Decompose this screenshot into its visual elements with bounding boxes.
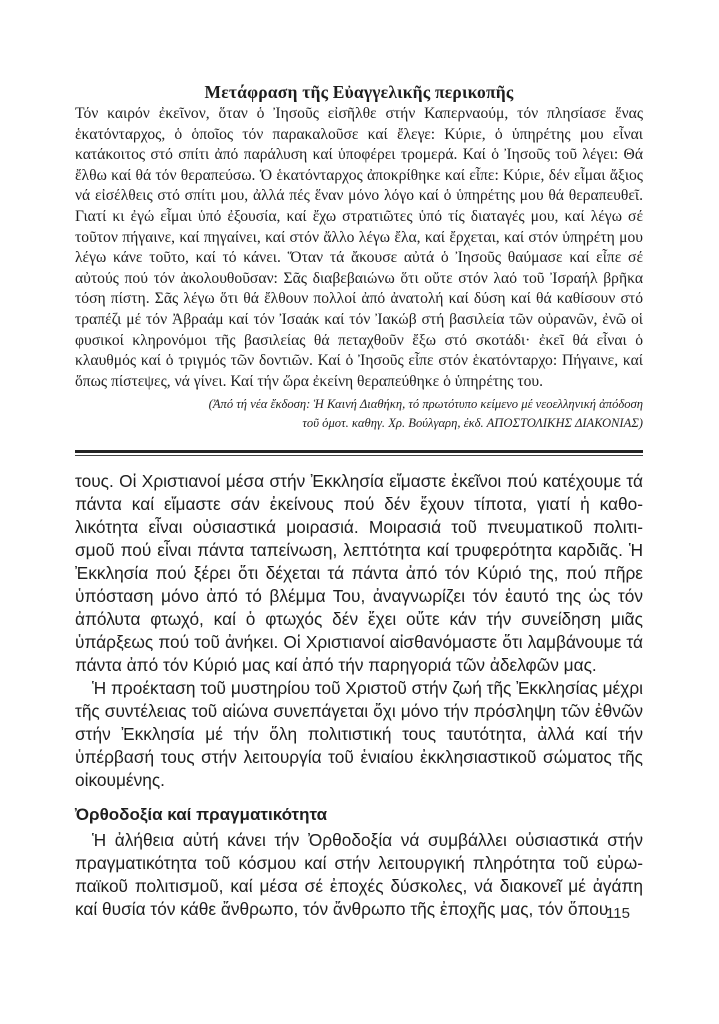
paragraph-extension-of-mystery: Ἡ προέκταση τοῦ μυστηρίου τοῦ Χριστοῦ στήν ζωή τῆς Ἐκκλησίας μέχρι τῆς συντέλειας τοῦ αἰώνα συνεπάγεται ὄχι μόνο τήν πρόσληψη τῶν ἐθνῶν στήν Ἐκκλησία μέ τήν ὅλη πολιτιστική τους ταυτότητα, ἀλλά καί τήν ὑπέρβασή τους στήν λειτουργία τοῦ ἑνιαίου ἐκκλησιαστικοῦ σώματος τῆς οἰκουμένης. [75, 678, 643, 790]
paragraph-orthodoxy: Ἡ ἀλήθεια αὐτή κάνει τήν Ὀρθοδοξία νά συμβάλλει οὐσιαστικά στήν πραγματικότητα τοῦ κόσμου καί στήν λειτουργική πληρότητα τοῦ εὐρω-παϊκοῦ πολιτισμοῦ, καί μέσα σέ ἐποχές δύσκολες, νά διακονεῖ μέ ἀγάπη καί θυσία τόν κάθε ἄνθρωπο, τόν ἄνθρωπο τῆς ἐποχῆς μας, τόν ὅπου [75, 830, 643, 919]
paragraph-continuation: τους. Οἱ Χριστιανοί μέσα στήν Ἐκκλησία εἴμαστε ἐκεῖνοι πού κατέχουμε τά πάντα καί εἴμαστε σάν ἐκείνους πού δέν ἔχουν τίποτα, γιατί ἡ καθο-λικότητα εἶναι οὐσιαστικά μοιρασιά. Μοιρασιά τοῦ πνευματικοῦ πολιτι-σμοῦ πού εἶναι πάντα ταπείνωση, λεπτότητα καί τρυφερότητα καρδιᾶς. Ἡ Ἐκκλησία πού ξέρει ὅτι δέχεται τά πάντα ἀπό τόν Κύριό της, πού πῆρε ὑπόσταση μόνο ἀπό τό βλέμμα Του, ἀναγνωρίζει τόν ἑαυτό της ὡς τόν ἀπόλυτα φτωχό, καί ὁ φτωχός δέν ἔχει οὔτε κάν τήν συνείδηση μιᾶς ὑπάρξεως πού τοῦ ἀνήκει. Οἱ Χριστιανοί αἰσθανόμαστε ὅτι λαμβάνουμε τά πάντα ἀπό τόν Κύριό μας καί ἀπό τήν παρηγοριά τῶν ἀδελφῶν μας. [75, 471, 643, 675]
book-page [75, 82, 643, 921]
subheading-orthodoxy-reality: Ὀρθοδοξία καί πραγματικότητα [75, 805, 328, 824]
citation-line-1: (Ἀπό τή νέα ἔκδοση: Ἡ Καινή Διαθήκη, τό πρωτότυπο κείμενο μέ νεοελληνική ἀπόδοση [208, 397, 643, 412]
section-divider [75, 450, 643, 456]
divider-thin-rule [75, 455, 643, 456]
page-number: 115 [606, 905, 630, 922]
translation-body: Τόν καιρόν ἐκεῖνον, ὅταν ὁ Ἰησοῦς εἰσῆλθε στήν Καπερναούμ, τόν πλησίασε ἕνας ἑκατόνταρχος, ὁ ὁποῖος τόν παρακαλοῦσε καί ἔλεγε: Κύριε, ὁ ὑπηρέτης μου εἶναι κατάκοιτος στό σπίτι ἀπό παράλυση καί ὑποφέρει τρομερά. Καί ὁ Ἰησοῦς τοῦ λέγει: Θά ἔλθω καί θά τόν θεραπεύσω. Ὁ ἑκατόνταρχος ἀποκρίθηκε καί εἶπε: Κύριε, δέν εἶμαι ἄξιος νά εἰσέλθεις στό σπίτι μου, ἀλλά πές ἕναν μόνο λόγο καί ὁ ὑπηρέτης μου θά θεραπευθεῖ. Γιατί κι ἐγώ εἶμαι ὑπό ἐξουσία, καί ἔχω στρατιῶτες ὑπό τίς διαταγές μου, καί λέγω σέ τοῦτον πήγαινε, καί πηγαίνει, καί στόν ἄλλο λέγω ἔλα, καί ἔρχεται, καί στόν ὑπηρέτη μου λέγω κάνε τοῦτο, καί τό κάνει. Ὅταν τά ἄκουσε αὐτά ὁ Ἰησοῦς θαύμασε καί εἶπε σέ αὐτούς πού τόν ἀκολουθοῦσαν: Σᾶς διαβεβαιώνω ὅτι οὔτε στόν λαό τοῦ Ἰσραήλ βρῆκα τόση πίστη. Σᾶς λέγω ὅτι θά ἔλθουν πολλοί ἀπό ἀνατολή καί δύση καί θά καθίσουν στό τραπέζι μέ τόν Ἀβραάμ καί τόν Ἰσαάκ καί τόν Ἰακώβ στή βασιλεία τῶν οὐρανῶν, ἐνῶ οἱ φυσικοί κληρονόμοι τῆς βασιλείας θά πεταχθοῦν ἔξω στό σκοτάδι· ἐκεῖ θά εἶναι ὁ κλαυθμός καί ὁ τριγμός τῶν δοντιῶν. Καί ὁ Ἰησοῦς εἶπε στόν ἑκατόνταρχο: Πήγαινε, καί ὅπως πίστεψες, νά γίνει. Καί τήν ὥρα ἐκείνη θεραπεύθηκε ὁ ὑπηρέτης του. [75, 105, 643, 390]
citation-line-2: τοῦ ὁμοτ. καθηγ. Χρ. Βούλγαρη, ἐκδ. ΑΠΟΣΤΟΛΙΚΗΣ ΔΙΑΚΟΝΙΑΣ) [302, 416, 643, 431]
main-text [75, 470, 643, 921]
translation-title: Μετάφραση τῆς Εὐαγγελικῆς περικοπῆς [204, 82, 514, 102]
gospel-translation-box [75, 82, 643, 433]
source-citation [75, 395, 643, 433]
